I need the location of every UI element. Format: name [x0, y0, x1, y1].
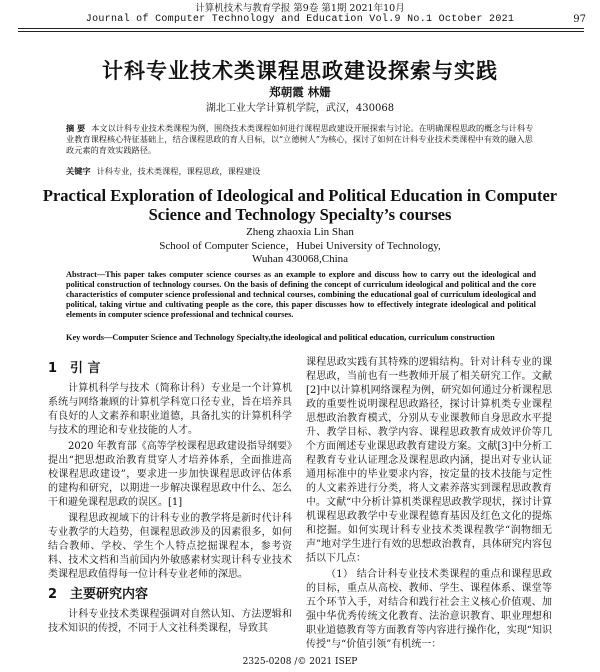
abstract-en	[66, 270, 536, 320]
right-column	[306, 356, 552, 654]
keywords-cn-label: 关键字	[66, 166, 91, 176]
keywords-en	[66, 333, 536, 343]
page-number: 97	[573, 14, 586, 25]
header-rule	[18, 28, 584, 29]
section-2-number: 2	[48, 587, 58, 602]
section-2-heading	[48, 588, 292, 602]
left-column	[48, 356, 292, 638]
right-column-paragraph: （1） 结合计科专业技术类课程的重点和课程思政的目标，重点从高校、教师、学生、课程体系、课堂等五个环节入手，对结合和践行社会主义核心价值观、加强中华优秀传统文化教育、法治意识教育、职业理想和职业道德教育等方面教育等内容进行操作化，实现“知识传授”与“价值引领”有机统一：	[306, 569, 552, 650]
keywords-en-text: Computer Science and Technology Specialty,the ideological and political education, curriculum construction	[112, 333, 495, 342]
keywords-en-label: Key words—	[66, 333, 113, 342]
section-1-paragraph: 2020 年教育部《高等学校课程思政建设指导纲要》提出“把思想政治教育贯穿人才培养体系，全面推进高校课程思政建设”，要求进一步加快课程思政评估体系的建构和研究，以期进一步解决课程思政中什么、怎么干和避免课程思政的误区。[1]	[48, 441, 292, 508]
abstract-en-label: Abstract—	[66, 270, 106, 279]
paper-title-en: Practical Exploration of Ideological and Political Education in Computer Science and Technology Specialty’s courses	[42, 186, 558, 224]
authors-en: Zheng zhaoxia Lin Shan	[246, 226, 354, 238]
affiliation-en-line1: School of Computer Science，Hubei University of Technology,	[159, 240, 441, 252]
section-1-number: 1	[48, 361, 58, 376]
section-1-paragraph: 计算机科学与技术（简称计科）专业是一个计算机系统与网络兼顾的计算机学科宽口径专业，旨在培养具有良好的人文素养和职业道德，具备扎实的计算机科学与技术的理论和专业技能的人才。	[48, 383, 292, 436]
section-2-paragraph: 计科专业技术类课程强调对自然认知、方法逻辑和技术知识的传授，不同于人文社科类课程，导致其	[48, 609, 292, 634]
journal-header-en: Journal of Computer Technology and Education Vol.9 No.1 October 2021	[85, 14, 515, 25]
abstract-cn	[66, 123, 536, 156]
section-1-title: 引 言	[70, 361, 101, 376]
running-header	[0, 3, 600, 25]
header-rule-double	[18, 31, 584, 32]
affiliation-en-line2: Wuhan 430068,China	[251, 253, 349, 265]
section-2-title: 主要研究内容	[70, 587, 149, 602]
journal-header-cn: 计算机技术与教育学报 第9卷 第1期 2021年10月	[195, 3, 405, 14]
authors-cn: 郑朝霞 林姗	[269, 85, 331, 99]
abstract-cn-text: 本文以计科专业技术类课程为例，围绕技术类课程如何进行课程思政建设开展探索与讨论。在明确课程思政的概念与计科专业教育课程核心特征基础上，结合课程思政的育人目标，以“立德树人”为核心，探讨了如何在计科专业技术类课程中有效的融入思政元素的育效实践路径。	[66, 123, 534, 155]
section-1-heading	[48, 362, 292, 376]
keywords-cn	[66, 166, 536, 177]
footer-issn: 2325-0208 /© 2021 ISEP	[242, 657, 358, 667]
keywords-cn-text: 计科专业，技术类课程，课程思政，课程建设	[96, 166, 261, 176]
paper-title-cn: 计科专业技术类课程思政建设探索与实践	[102, 58, 498, 83]
section-1-paragraph: 课程思政视域下的计科专业的教学将是新时代计科专业教学的大趋势，但课程思政涉及的因素很多，如何结合教师、学校、学生个人特点挖掘课程本，参考资料、技术文档和当前国内外敏感素材实现计科专业技术类课程思政值得每一位计科专业老师的深思。	[48, 513, 292, 580]
abstract-en-text: This paper takes computer science courses as an example to explore and discuss how to carry out the ideological and political construction of technology courses. On the basis of defining the concept of curriculum ideological and political and the core characteristics of computer science professional and technical courses, combining the educational goal of curriculum ideological and political, taking virtue and cultivating people as the core, this paper discusses how to effectively integrate ideological and political elements in computer science professional and technical courses.	[66, 270, 536, 319]
affiliation-en	[0, 240, 600, 266]
affiliation-cn: 湖北工业大学计算机学院，武汉，430068	[205, 103, 395, 114]
abstract-cn-label: 摘 要	[66, 123, 86, 133]
right-column-paragraph: 课程思政实践有其特殊的逻辑结构。针对计科专业的课程思政，当前也有一些教师开展了相关研究工作。文献[2]中以计算机网络课程为例，研究如何通过分析课程思政的重要性说明课程思政路径，探讨计算机类专业课程思想政治教育模式，分别从专业课教师自身思政水平提升、教学目标、教学内容、课程思政教育成效评价等几个方面阐述专业课思政教育建设方案。文献[3]中分析工程教育专业认证理念及课程思政内涵，提出对专业认证通用标准中的毕业要求内容，按定量的技术技能与定性的人文素养进行分类，将人文素养落实到课程思政教育中。文献“中分析计算机类课程思政教学现状，探讨计算机课程思政教学中专业课程德育基因及红色文化的提炼和挖掘。如何实现计科专业技术类课程教学“润物细无声”地对学生进行有效的思想政治教育，具体研究内容包括以下几点：	[306, 357, 552, 564]
